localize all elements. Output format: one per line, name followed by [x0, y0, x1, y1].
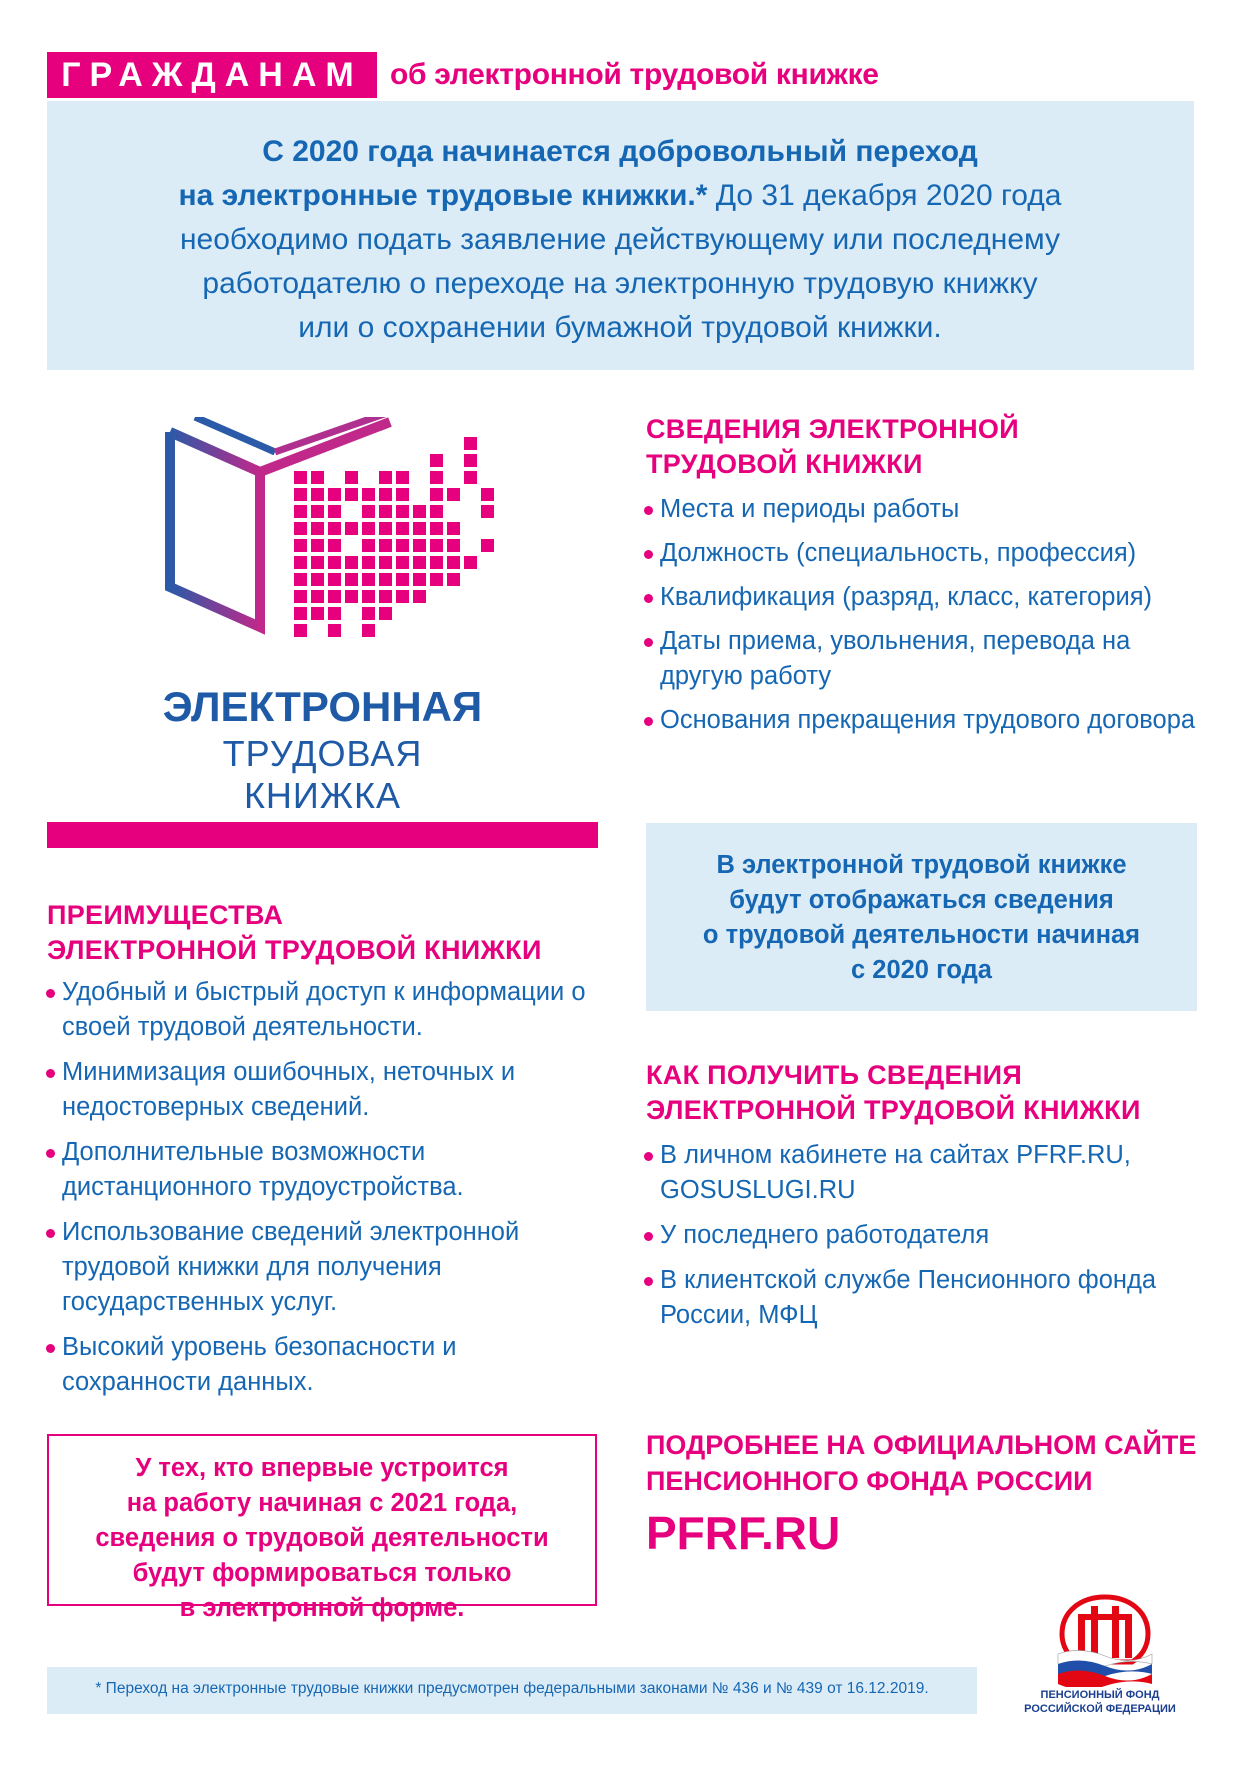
logo-pixel	[328, 573, 341, 586]
pfr-name-line2: РОССИЙСКОЙ ФЕДЕРАЦИИ	[1024, 1703, 1176, 1715]
note-line1: В электронной трудовой книжке	[716, 851, 1127, 879]
intro-bold-line2: на электронные трудовые книжки.*	[178, 179, 708, 212]
logo-pixel	[311, 607, 324, 620]
logo-pixel	[396, 471, 409, 484]
first-job-line5: в электронной форме.	[179, 1594, 465, 1622]
intro-text	[70, 130, 1170, 350]
logo-pixel	[328, 488, 341, 501]
divider-bar	[47, 822, 598, 848]
logo-pixel	[430, 488, 443, 501]
logo-pixel	[396, 556, 409, 569]
logo-pixel	[311, 539, 324, 552]
logo-pixel	[447, 556, 460, 569]
logo-pixel	[294, 556, 307, 569]
list-item: Удобный и быстрый доступ к информации о своей трудовой деятельности.	[44, 975, 599, 1045]
logo-pixel	[294, 488, 307, 501]
pfr-name	[1015, 1688, 1185, 1716]
logo-pixel	[396, 573, 409, 586]
list-item: Дополнительные возможности дистанционного трудоустройства.	[44, 1135, 599, 1205]
logo-pixel	[294, 522, 307, 535]
logo-pixel	[311, 488, 324, 501]
logo-pixel	[345, 522, 358, 535]
logo-pixel	[362, 556, 375, 569]
logo-pixel	[413, 505, 426, 518]
info-list	[642, 492, 1202, 738]
list-item: Даты приема, увольнения, перевода на другую работу	[642, 624, 1202, 694]
logo-pixel	[328, 505, 341, 518]
logo-pixel	[328, 539, 341, 552]
logo-pixel	[430, 522, 443, 535]
list-item: В клиентской службе Пенсионного фонда России, МФЦ	[642, 1263, 1202, 1333]
logo-title: ЭЛЕКТРОННАЯ	[162, 683, 483, 730]
logo-pixel	[362, 522, 375, 535]
site-link[interactable]: PFRF.RU	[646, 1507, 841, 1559]
logo-pixel	[481, 539, 494, 552]
logo-pixel	[379, 522, 392, 535]
electronic-workbook-logo-icon	[165, 417, 495, 637]
advantages-heading	[47, 898, 542, 968]
logo-pixel	[311, 471, 324, 484]
list-item: Минимизация ошибочных, неточных и недостоверных сведений.	[44, 1055, 599, 1125]
more-info-heading	[646, 1427, 1206, 1499]
info-heading-line1: СВЕДЕНИЯ ЭЛЕКТРОННОЙ	[646, 414, 1019, 444]
first-job-line1: У тех, кто впервые устроится	[135, 1454, 509, 1482]
first-job-text	[47, 1451, 597, 1626]
logo-pixel	[328, 522, 341, 535]
howto-heading-line1: КАК ПОЛУЧИТЬ СВЕДЕНИЯ	[646, 1060, 1023, 1090]
logo-pixel	[311, 590, 324, 603]
note-line3: о трудовой деятельности начиная	[702, 921, 1141, 949]
advantages-heading-line2: ЭЛЕКТРОННОЙ ТРУДОВОЙ КНИЖКИ	[47, 935, 542, 965]
logo-pixel	[294, 607, 307, 620]
info-heading	[646, 412, 1019, 482]
logo-pixel	[464, 437, 477, 450]
logo-pixel	[328, 590, 341, 603]
logo-pixel	[430, 454, 443, 467]
note-text	[646, 848, 1197, 988]
intro-line5: или о сохранении бумажной трудовой книжки.	[298, 311, 942, 344]
logo-pixel	[379, 505, 392, 518]
logo-pixel	[362, 590, 375, 603]
first-job-line4: будут формироваться только	[132, 1559, 512, 1587]
info-heading-line2: ТРУДОВОЙ КНИЖКИ	[646, 449, 923, 479]
logo-pixel	[362, 607, 375, 620]
logo-pixel	[294, 471, 307, 484]
logo-pixel	[362, 573, 375, 586]
logo-pixel	[311, 573, 324, 586]
list-item: Основания прекращения трудового договора	[642, 703, 1202, 738]
logo-pixel	[294, 539, 307, 552]
more-line1: ПОДРОБНЕЕ НА ОФИЦИАЛЬНОМ САЙТЕ	[646, 1430, 1197, 1460]
logo-pixel	[430, 471, 443, 484]
logo-pixel	[362, 505, 375, 518]
logo-pixel	[362, 539, 375, 552]
list-item: Высокий уровень безопасности и сохранности данных.	[44, 1330, 599, 1400]
first-job-line2: на работу начиная с 2021 года,	[126, 1489, 518, 1517]
logo-pixel	[294, 573, 307, 586]
intro-line4: работодателю о переходе на электронную трудовую книжку	[202, 267, 1038, 300]
logo-subtitle: ТРУДОВАЯ КНИЖКА	[222, 733, 423, 816]
logo-pixel	[294, 505, 307, 518]
logo-pixel	[430, 505, 443, 518]
logo-pixel	[379, 607, 392, 620]
logo-pixel	[362, 488, 375, 501]
logo-pixel	[345, 556, 358, 569]
list-item: У последнего работодателя	[642, 1218, 1202, 1253]
logo-pixel	[328, 607, 341, 620]
howto-heading-line2: ЭЛЕКТРОННОЙ ТРУДОВОЙ КНИЖКИ	[646, 1095, 1141, 1125]
logo-pixel	[447, 573, 460, 586]
advantages-list	[44, 975, 599, 1400]
logo-pixel	[345, 488, 358, 501]
logo-pixel	[379, 539, 392, 552]
logo-pixel	[311, 522, 324, 535]
logo-pixel	[379, 590, 392, 603]
logo-pixel	[464, 471, 477, 484]
header-subtitle: об электронной трудовой книжке	[390, 58, 879, 91]
list-item: Места и периоды работы	[642, 492, 1202, 527]
logo-pixel	[396, 505, 409, 518]
logo-pixel	[464, 454, 477, 467]
logo-pixel	[413, 556, 426, 569]
logo-pixel	[362, 624, 375, 637]
logo-pixel	[396, 522, 409, 535]
logo-pixel	[379, 471, 392, 484]
logo-pixel	[413, 573, 426, 586]
intro-line2: До 31 декабря 2020 года	[707, 179, 1062, 212]
logo-pixel	[413, 522, 426, 535]
logo-pixel	[447, 539, 460, 552]
list-item: Должность (специальность, профессия)	[642, 536, 1202, 571]
logo-pixel	[464, 556, 477, 569]
logo-pixel	[430, 539, 443, 552]
logo-pixel	[294, 624, 307, 637]
first-job-line3: сведения о трудовой деятельности	[95, 1524, 549, 1552]
footnote-text: * Переход на электронные трудовые книжки предусмотрен федеральными законами № 436 и № 439 от 16.12.2019.	[95, 1680, 929, 1697]
note-line4: с 2020 года	[851, 956, 992, 984]
intro-line3: необходимо подать заявление действующему или последнему	[179, 223, 1061, 256]
logo-pixel	[430, 556, 443, 569]
logo-pixel	[328, 556, 341, 569]
advantages-heading-line1: ПРЕИМУЩЕСТВА	[47, 900, 284, 930]
howto-heading	[646, 1058, 1141, 1128]
pfr-emblem-icon	[1050, 1592, 1160, 1687]
logo-pixel	[413, 590, 426, 603]
more-line2: ПЕНСИОННОГО ФОНДА РОССИИ	[646, 1466, 1093, 1496]
note-line2: будут отображаться сведения	[729, 886, 1114, 914]
logo-pixel	[345, 471, 358, 484]
logo-pixel	[294, 590, 307, 603]
logo-pixel	[413, 539, 426, 552]
logo-pixel	[447, 522, 460, 535]
logo-pixel	[396, 488, 409, 501]
logo-pixel	[481, 505, 494, 518]
list-item: В личном кабинете на сайтах PFRF.RU, GOSUSLUGI.RU	[642, 1138, 1202, 1208]
logo-pixel	[311, 505, 324, 518]
logo-pixel	[328, 624, 341, 637]
logo-pixel	[379, 488, 392, 501]
pfr-name-line1: ПЕНСИОННЫЙ ФОНД	[1040, 1689, 1160, 1701]
logo-pixel	[396, 539, 409, 552]
logo-pixel	[430, 573, 443, 586]
list-item: Использование сведений электронной трудовой книжки для получения государственных услуг.	[44, 1215, 599, 1320]
logo-pixel	[379, 573, 392, 586]
intro-bold-line1: С 2020 года начинается добровольный переход	[262, 135, 978, 168]
logo-pixel	[311, 556, 324, 569]
logo-pixel	[345, 573, 358, 586]
logo-pixel	[396, 590, 409, 603]
logo-pixel	[481, 488, 494, 501]
list-item: Квалификация (разряд, класс, категория)	[642, 580, 1202, 615]
logo-pixel	[345, 590, 358, 603]
howto-list	[642, 1138, 1202, 1333]
logo-pixel	[379, 556, 392, 569]
header-badge: ГРАЖДАНАМ	[47, 52, 377, 98]
logo-pixel	[447, 488, 460, 501]
